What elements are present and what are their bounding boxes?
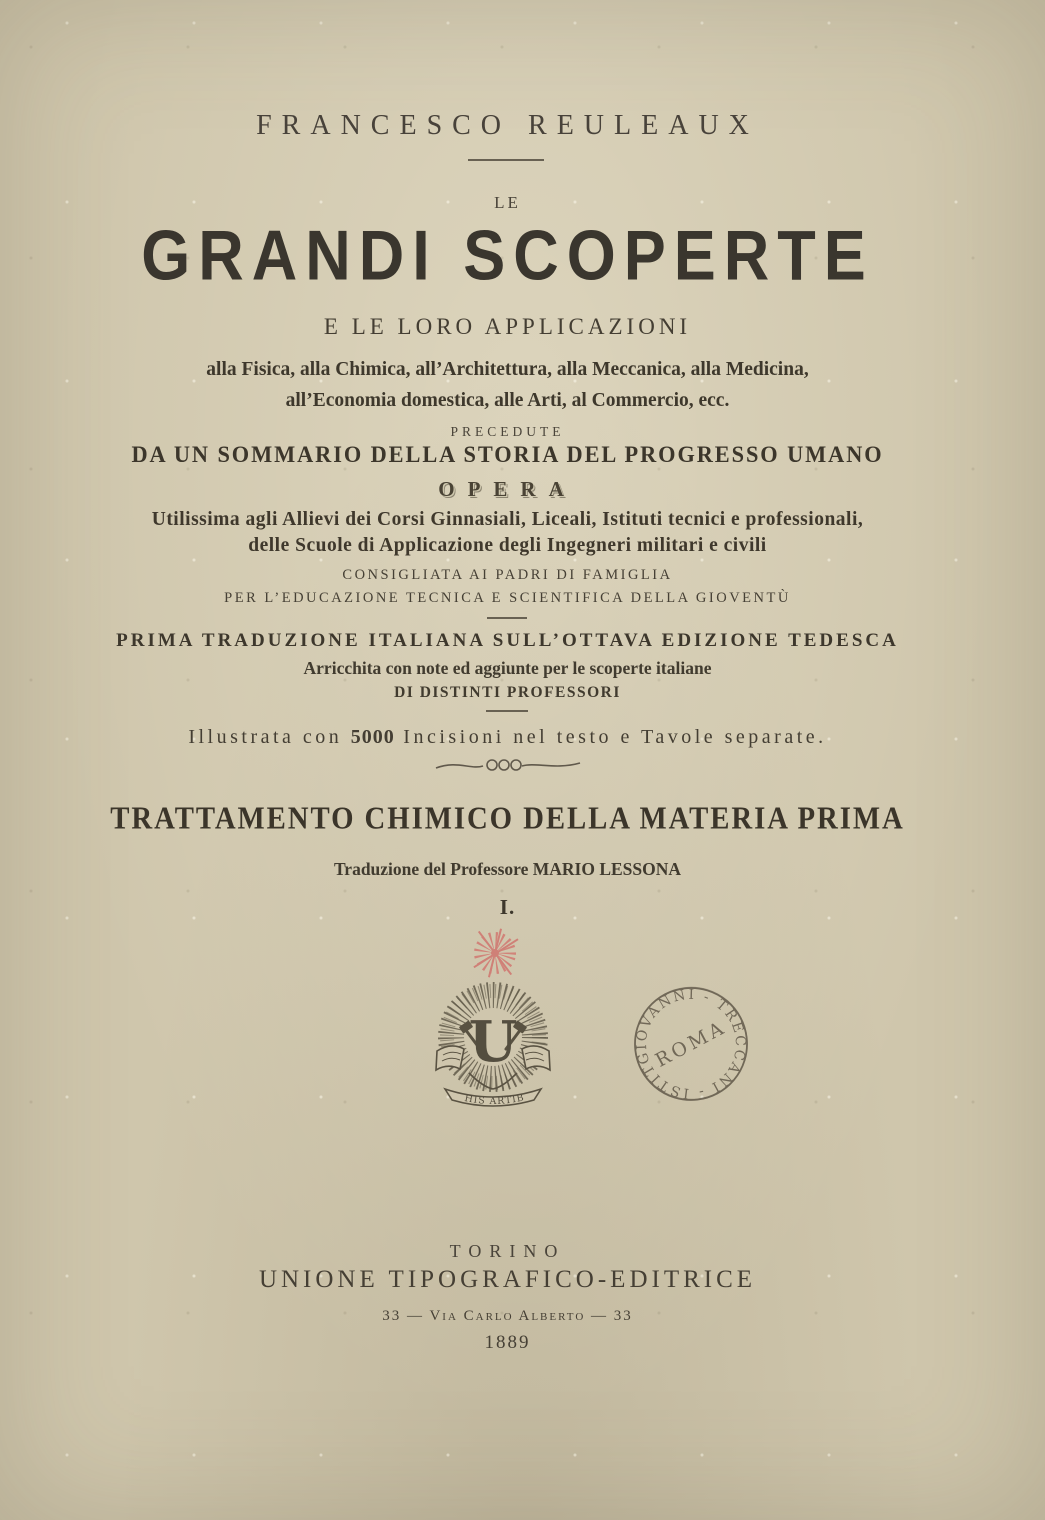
opera-label: OPERA bbox=[438, 477, 577, 501]
applications-line-2: all’Economia domestica, alle Arti, al Commercio, ecc. bbox=[285, 390, 730, 411]
translation-edition-line: PRIMA TRADUZIONE ITALIANA SULL’OTTAVA EDIZIONE TEDESCA bbox=[116, 630, 899, 651]
red-star-stamp bbox=[466, 924, 524, 982]
translator-line-pre: Traduzione del Professore bbox=[333, 859, 529, 879]
divider-rule-3 bbox=[486, 710, 528, 712]
advice-line: CONSIGLIATA AI PADRI DI FAMIGLIA bbox=[342, 567, 673, 583]
precedute-label: PRECEDUTE bbox=[450, 424, 565, 439]
title-article: LE bbox=[494, 193, 521, 212]
translator-name: MARIO LESSONA bbox=[532, 859, 682, 879]
publisher-emblem bbox=[417, 977, 569, 1121]
publisher-emblem-icon bbox=[417, 977, 569, 1121]
summary-heading: DA UN SOMMARIO DELLA STORIA DEL PROGRESSO UMANO bbox=[131, 442, 884, 467]
divider-rule-1 bbox=[468, 159, 544, 161]
city-name: TORINO bbox=[449, 1241, 566, 1261]
translator-line bbox=[0, 859, 1015, 880]
volume-number: I. bbox=[499, 895, 516, 919]
emblem-motto: HIS ARTIB bbox=[463, 1092, 526, 1108]
stamp-center-text: ROMA bbox=[651, 1016, 731, 1072]
publication-year: 1889 bbox=[484, 1332, 531, 1353]
illustration-count: 5000 bbox=[350, 726, 395, 748]
author-name: FRANCESCO REULEAUX bbox=[256, 110, 759, 141]
subtitle: E LE LORO APPLICAZIONI bbox=[323, 314, 692, 339]
illustration-line-post: Incisioni nel testo e Tavole separate. bbox=[403, 726, 827, 748]
applications-line-1: alla Fisica, alla Chimica, all’Architettura, alla Meccanica, alla Medicina, bbox=[206, 359, 809, 380]
volume-title: TRATTAMENTO CHIMICO DELLA MATERIA PRIMA bbox=[110, 800, 905, 836]
illustration-line-pre: Illustrata con bbox=[188, 726, 343, 748]
red-star-stamp-icon bbox=[466, 924, 524, 982]
enriched-notes-line: Arricchita con note ed aggiunte per le scoperte italiane bbox=[303, 658, 712, 678]
flourish-ornament bbox=[0, 753, 1015, 784]
divider-rule-2 bbox=[487, 617, 527, 619]
publisher-name: UNIONE TIPOGRAFICO-EDITRICE bbox=[258, 1266, 757, 1293]
stamp-ring-text: GIOVANNI - TRECCANI - ISTITUTO bbox=[633, 986, 749, 1102]
svg-text:U: U bbox=[468, 1009, 518, 1075]
illustration-line bbox=[0, 726, 1015, 749]
audience-line-2: delle Scuole di Applicazione degli Ingegneri militari e civili bbox=[248, 535, 767, 556]
professors-line: DI DISTINTI PROFESSORI bbox=[394, 684, 621, 701]
main-title: GRANDI SCOPERTE bbox=[141, 216, 874, 296]
flourish-icon bbox=[433, 753, 583, 779]
education-line: PER L’EDUCAZIONE TECNICA E SCIENTIFICA DELLA GIOVENTÙ bbox=[224, 590, 791, 606]
treccani-round-stamp bbox=[619, 980, 763, 1108]
treccani-round-stamp-icon bbox=[619, 980, 763, 1108]
audience-line-1: Utilissima agli Allievi dei Corsi Ginnasiali, Liceali, Istituti tecnici e professionali, bbox=[151, 509, 864, 530]
publisher-address: 33 — Via Carlo Alberto — 33 bbox=[382, 1308, 633, 1324]
